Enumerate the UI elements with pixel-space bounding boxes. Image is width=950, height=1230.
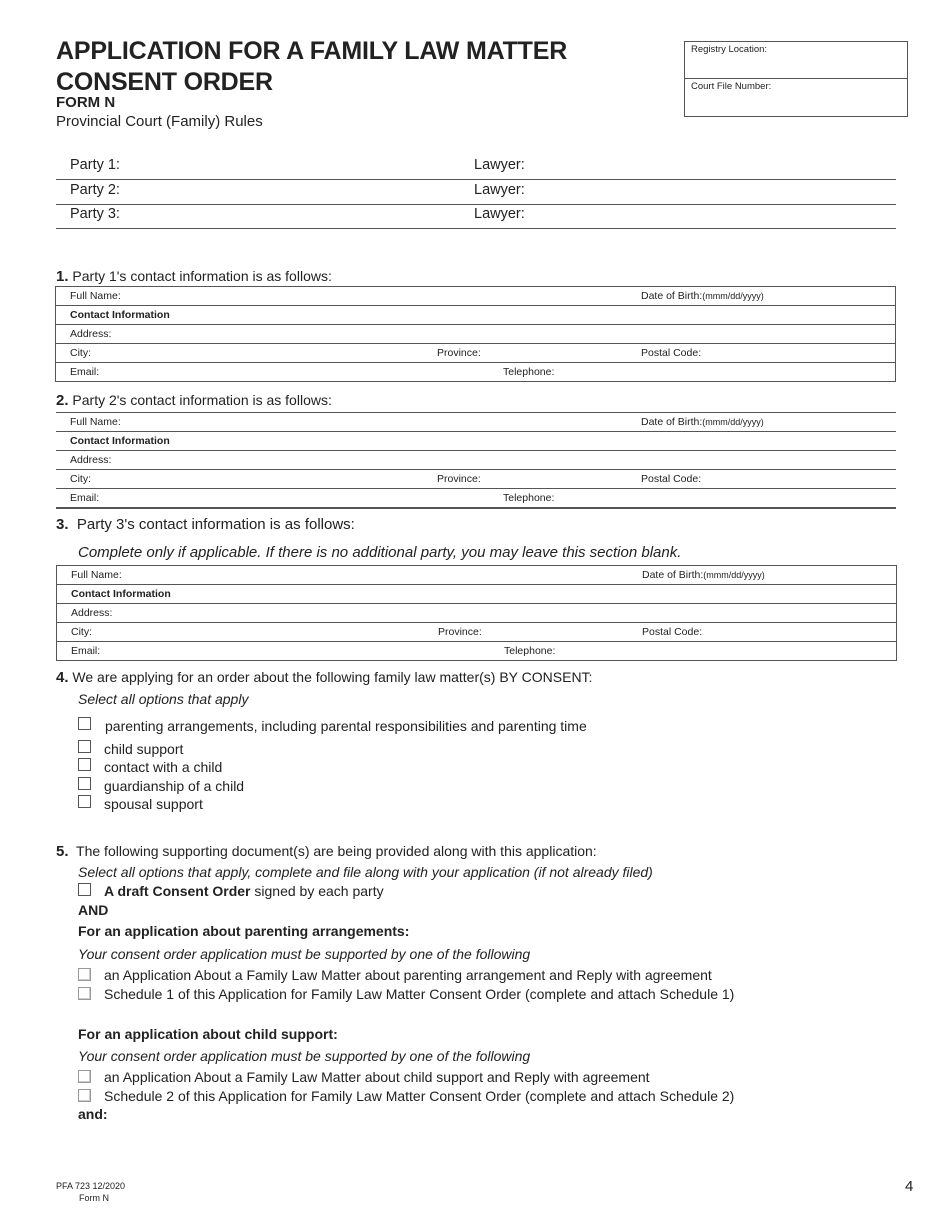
parenting-application-label: an Application About a Family Law Matter about parenting arrangement and Reply with agreement <box>104 967 712 983</box>
full-name-row[interactable] <box>56 413 896 432</box>
full-name-row[interactable] <box>57 566 896 585</box>
field-label: (mmm/dd/yyyy) <box>702 417 764 427</box>
and-upper: AND <box>78 902 109 918</box>
field-label: Postal Code: <box>641 347 702 359</box>
contact-info-row <box>56 432 896 451</box>
field-label: City: <box>71 626 92 638</box>
contact-with-child-checkbox[interactable] <box>78 758 91 771</box>
party-1-row[interactable]: Party 1: Lawyer: <box>56 155 896 180</box>
full-name-row[interactable] <box>56 287 895 306</box>
contact-info-row <box>57 585 896 604</box>
city-row[interactable] <box>57 623 896 642</box>
field-label: Postal Code: <box>642 626 703 638</box>
section-4-heading: 4. We are applying for an order about the following family law matter(s) BY CONSENT: <box>56 669 593 686</box>
party-2-row[interactable]: Party 2: Lawyer: <box>56 180 896 205</box>
field-label: Full Name: <box>70 416 121 428</box>
field-label: Province: <box>437 347 481 359</box>
footer-form-code: PFA 723 12/2020 <box>56 1181 126 1191</box>
spousal-support-checkbox[interactable] <box>78 795 91 808</box>
parenting-application-checkbox[interactable] <box>78 968 91 981</box>
spousal-support-label: spousal support <box>104 796 203 812</box>
field-label: Full Name: <box>70 290 121 302</box>
child-support-label: child support <box>104 741 184 757</box>
field-label: Telephone: <box>503 366 555 378</box>
field-label: City: <box>70 473 91 485</box>
city-row[interactable] <box>56 344 895 363</box>
page-number: 4 <box>905 1178 914 1195</box>
address-row[interactable] <box>56 325 895 344</box>
address-row[interactable] <box>57 604 896 623</box>
field-label: Email: <box>70 366 100 378</box>
contact-info-row <box>56 306 895 325</box>
guardianship-label: guardianship of a child <box>104 778 245 794</box>
child-support-application-checkbox[interactable] <box>78 1070 91 1083</box>
child-support-application-label: an Application About a Family Law Matter about child support and Reply with agreement <box>104 1069 650 1085</box>
child-support-instruction: Your consent order application must be supported by one of the following <box>78 1048 531 1064</box>
parenting-heading: For an application about parenting arrangements: <box>78 923 410 939</box>
field-label: City: <box>70 347 91 359</box>
child-support-heading: For an application about child support: <box>78 1026 338 1042</box>
field-label: Province: <box>437 473 481 485</box>
email-row[interactable] <box>57 642 896 660</box>
section-5-instruction: Select all options that apply, complete and file along with your application (if not already filed) <box>78 864 653 880</box>
field-label: Province: <box>438 626 482 638</box>
party-1-contact-table <box>55 286 896 382</box>
contact-with-child-label: contact with a child <box>104 759 223 775</box>
field-label: Telephone: <box>504 645 556 657</box>
court-file-number-field[interactable]: Court File Number: <box>685 78 907 114</box>
party-2-contact-table <box>56 412 896 509</box>
form-number: FORM N <box>56 94 116 111</box>
schedule-1-checkbox[interactable] <box>78 987 91 1000</box>
email-row[interactable] <box>56 363 895 381</box>
field-label: Contact Information <box>70 435 170 447</box>
section-1-heading: 1. Party 1's contact information is as follows: <box>56 268 332 285</box>
field-label: (mmm/dd/yyyy) <box>702 291 764 301</box>
parenting-instruction: Your consent order application must be supported by one of the following <box>78 946 531 962</box>
field-label: Date of Birth: <box>641 416 703 428</box>
section-3-heading: 3. Party 3's contact information is as follows: <box>56 516 355 533</box>
field-label: Email: <box>71 645 101 657</box>
parenting-arrangements-checkbox[interactable] <box>78 717 91 730</box>
and-lower: and: <box>78 1106 108 1122</box>
field-label: Contact Information <box>71 588 171 600</box>
field-label: Contact Information <box>70 309 170 321</box>
field-label: Address: <box>70 454 112 466</box>
party-3-row[interactable]: Party 3: Lawyer: <box>56 204 896 229</box>
field-label: Address: <box>71 607 113 619</box>
field-label: Date of Birth: <box>642 569 704 581</box>
registry-location-field[interactable]: Registry Location: <box>691 44 768 55</box>
footer-form-name: Form N <box>79 1193 109 1203</box>
parenting-arrangements-label: parenting arrangements, including parental responsibilities and parenting time <box>105 718 587 734</box>
address-row[interactable] <box>56 451 896 470</box>
city-row[interactable] <box>56 470 896 489</box>
field-label: Telephone: <box>503 492 555 504</box>
field-label: Email: <box>70 492 100 504</box>
draft-consent-order-label: A draft Consent Order signed by each party <box>104 883 384 899</box>
section-5-heading: 5. The following supporting document(s) are being provided along with this application: <box>56 843 597 860</box>
schedule-2-label: Schedule 2 of this Application for Family Law Matter Consent Order (complete and attach Schedule 2) <box>104 1088 735 1104</box>
field-label: (mmm/dd/yyyy) <box>703 570 765 580</box>
field-label: Address: <box>70 328 112 340</box>
section-2-heading: 2. Party 2's contact information is as follows: <box>56 392 332 409</box>
field-label: Date of Birth: <box>641 290 703 302</box>
form-title: APPLICATION FOR A FAMILY LAW MATTER CONSENT ORDER <box>56 37 568 96</box>
registry-box <box>684 41 908 117</box>
section-3-note: Complete only if applicable. If there is no additional party, you may leave this section blank. <box>78 544 682 561</box>
section-4-instruction: Select all options that apply <box>78 691 249 707</box>
child-support-checkbox[interactable] <box>78 740 91 753</box>
form-rules: Provincial Court (Family) Rules <box>56 113 263 130</box>
field-label: Full Name: <box>71 569 122 581</box>
schedule-1-label: Schedule 1 of this Application for Family Law Matter Consent Order (complete and attach Schedule 1) <box>104 986 735 1002</box>
field-label: Postal Code: <box>641 473 702 485</box>
guardianship-checkbox[interactable] <box>78 777 91 790</box>
schedule-2-checkbox[interactable] <box>78 1089 91 1102</box>
email-row[interactable] <box>56 489 896 508</box>
draft-consent-order-checkbox[interactable] <box>78 883 91 896</box>
party-3-contact-table <box>56 565 897 661</box>
